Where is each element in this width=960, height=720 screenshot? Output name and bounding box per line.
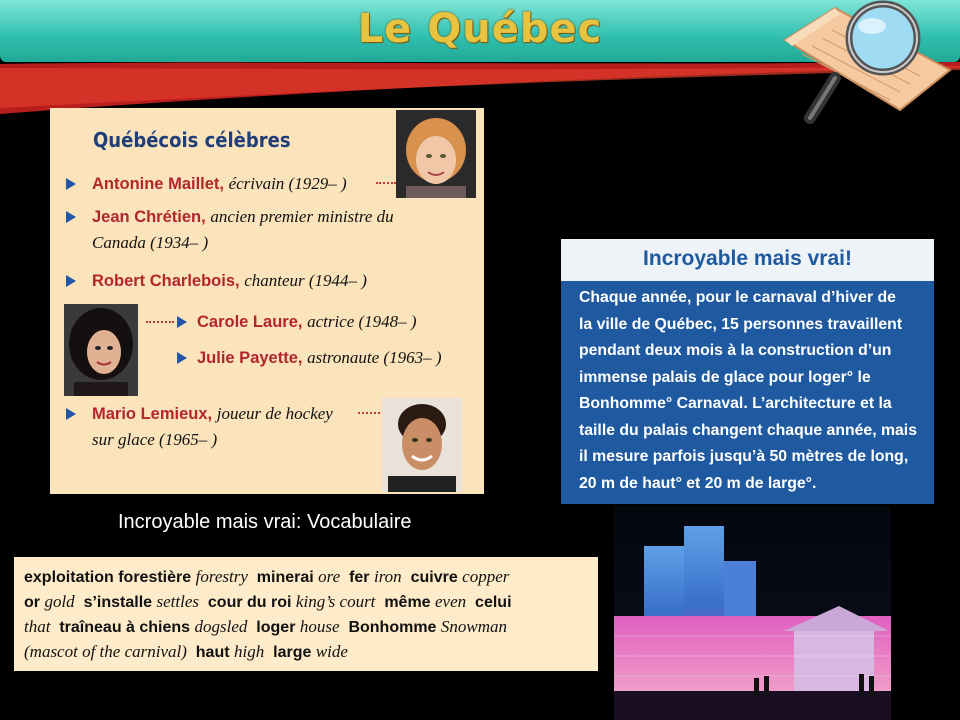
vocab-term: exploitation forestière xyxy=(24,569,192,586)
vocab-line xyxy=(24,615,512,640)
vocab-translation: copper xyxy=(462,567,510,586)
celebrity-item xyxy=(197,345,442,371)
magnifying-glass-icon xyxy=(780,0,955,128)
bullet-arrow-icon xyxy=(177,316,187,328)
celebrity-name: Robert Charlebois, xyxy=(92,272,240,290)
celebrity-item xyxy=(92,171,347,197)
vocabulary-panel xyxy=(14,557,598,671)
vocabulary-text xyxy=(24,565,512,665)
ice-palace-photo xyxy=(614,506,891,720)
vocab-term: Bonhomme xyxy=(348,619,437,636)
text-line: il mesure parfois jusqu’à 50 mètres de long, xyxy=(579,448,909,465)
vocab-translation: king’s court xyxy=(295,592,376,611)
slide-title: Le Québec xyxy=(357,6,603,52)
vocab-line xyxy=(24,640,512,665)
vocab-translation: Snowman xyxy=(440,617,508,636)
vocab-term: s’installe xyxy=(83,594,153,611)
incroyable-heading: Incroyable mais vrai! xyxy=(643,247,852,270)
vocab-translation: even xyxy=(435,592,467,611)
vocabulary-caption: Incroyable mais vrai: Vocabulaire xyxy=(118,511,412,533)
celebrity-desc: joueur de hockey xyxy=(216,404,333,423)
bullet-arrow-icon xyxy=(177,352,187,364)
vocab-translation: gold xyxy=(44,592,75,611)
vocab-term: haut xyxy=(195,644,230,661)
celebrity-item xyxy=(92,268,367,294)
celebrity-desc: actrice (1948– ) xyxy=(307,312,417,331)
text-line: la ville de Québec, 15 personnes travaillent xyxy=(579,315,903,333)
incroyable-panel xyxy=(561,239,934,504)
vocab-translation: settles xyxy=(156,592,200,611)
connector-dots xyxy=(146,321,174,323)
vocab-term: large xyxy=(273,644,312,661)
photo-mario-lemieux xyxy=(382,398,462,492)
celebrity-name: Carole Laure, xyxy=(197,313,303,331)
vocab-term: cuivre xyxy=(410,569,458,586)
celebrity-item xyxy=(92,401,333,427)
vocab-term: même xyxy=(384,594,431,611)
vocab-translation: that xyxy=(24,617,51,636)
vocab-translation: (mascot of the carnival) xyxy=(24,642,187,661)
text-line: immense palais de glace pour loger° le xyxy=(579,368,871,386)
celebrity-desc: astronaute (1963– ) xyxy=(307,348,442,367)
vocab-term: celui xyxy=(475,594,512,611)
vocab-translation: high xyxy=(234,642,265,661)
connector-dots xyxy=(358,412,380,414)
vocab-translation: dogsled xyxy=(194,617,248,636)
vocab-line xyxy=(24,565,512,590)
photo-antonine-maillet xyxy=(396,110,476,198)
celebrity-desc: ancien premier ministre du xyxy=(210,207,394,226)
celebrities-heading: Québécois célèbres xyxy=(93,128,291,152)
text-line: 20 m de haut° et 20 m de large°. xyxy=(579,474,817,492)
text-line: Bonhomme° Carnaval. L’architecture et la xyxy=(579,395,892,412)
bullet-arrow-icon xyxy=(66,211,76,223)
vocab-translation: iron xyxy=(373,567,402,586)
incroyable-text xyxy=(579,285,929,497)
vocab-term: or xyxy=(24,594,40,611)
photo-carole-laure xyxy=(64,304,138,396)
vocab-translation: ore xyxy=(318,567,341,586)
connector-dots xyxy=(376,182,396,184)
celebrities-panel xyxy=(50,108,484,494)
vocab-translation: house xyxy=(299,617,340,636)
celebrity-desc: écrivain (1929– ) xyxy=(228,174,347,193)
vocab-term: minerai xyxy=(256,569,314,586)
bullet-arrow-icon xyxy=(66,178,76,190)
bullet-arrow-icon xyxy=(66,275,76,287)
vocab-term: fer xyxy=(349,569,370,586)
vocab-term: loger xyxy=(256,619,296,636)
celebrity-desc-cont: sur glace (1965– ) xyxy=(92,430,218,449)
vocab-term: traîneau à chiens xyxy=(59,619,191,636)
text-line: taille du palais changent chaque année, mais xyxy=(579,421,917,439)
celebrity-desc: chanteur (1944– ) xyxy=(244,271,367,290)
vocab-translation: forestry xyxy=(195,567,248,586)
celebrity-name: Antonine Maillet, xyxy=(92,175,224,193)
vocab-term: cour du roi xyxy=(207,594,292,611)
vocab-line xyxy=(24,590,512,615)
text-line: pendant deux mois à la construction d’un xyxy=(579,342,892,359)
celebrity-item xyxy=(197,309,417,335)
celebrity-desc-cont: Canada (1934– ) xyxy=(92,233,209,252)
celebrity-item xyxy=(92,204,394,230)
celebrity-name: Julie Payette, xyxy=(197,349,303,367)
text-line: Chaque année, pour le carnaval d’hiver de xyxy=(579,289,896,306)
celebrity-name: Mario Lemieux, xyxy=(92,405,213,423)
vocab-translation: wide xyxy=(315,642,348,661)
bullet-arrow-icon xyxy=(66,408,76,420)
celebrity-name: Jean Chrétien, xyxy=(92,208,206,226)
